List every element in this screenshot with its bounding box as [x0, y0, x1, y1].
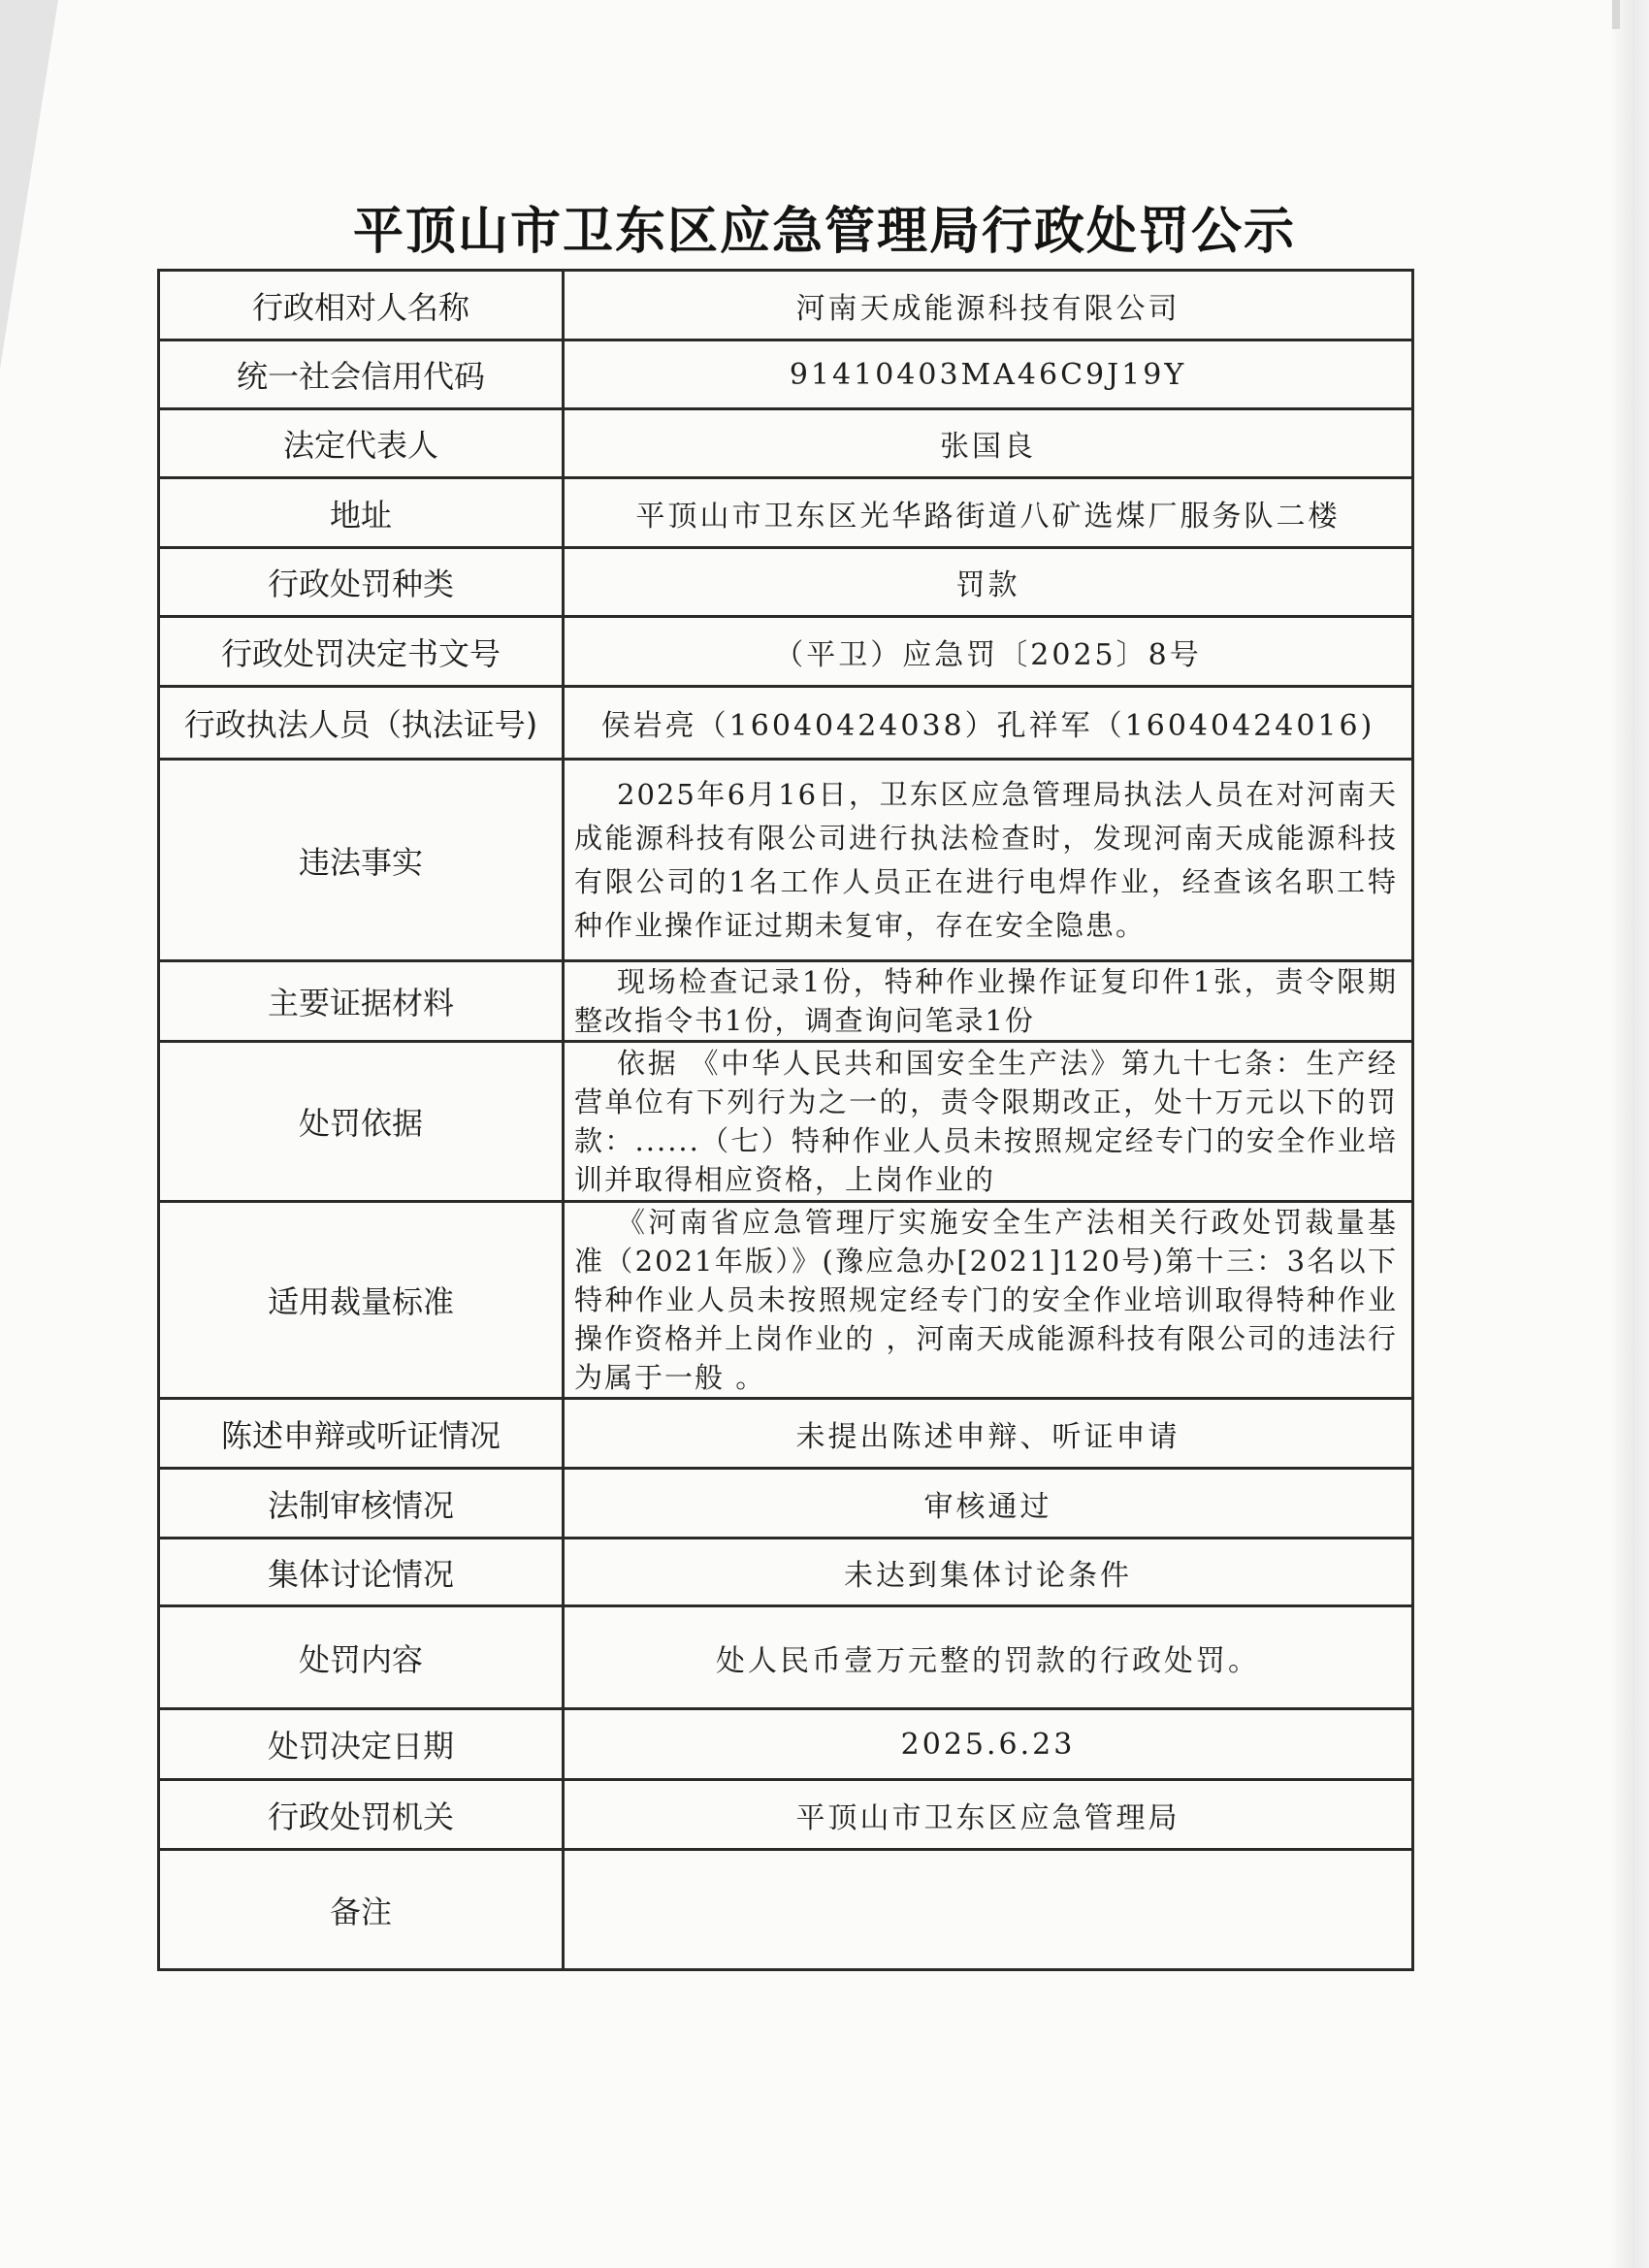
row-value: 审核通过: [564, 1469, 1413, 1539]
table-row: [159, 1042, 1413, 1202]
row-value: 依据 《中华人民共和国安全生产法》第九十七条：生产经营单位有下列行为之一的，责令限期改正，处十万元以下的罚款：......（七）特种作业人员未按照规定经专门的安全作业培训并取得相应资格，上岗作业的: [564, 1042, 1413, 1202]
table-row: [159, 1709, 1413, 1780]
scan-right-edge: [1610, 0, 1649, 2268]
table-row: [159, 1469, 1413, 1539]
table-row: [159, 961, 1413, 1042]
scan-folded-corner: [0, 0, 58, 369]
table-row: [159, 1850, 1413, 1970]
row-label: 处罚内容: [159, 1606, 564, 1709]
table-row: [159, 409, 1413, 478]
row-label: 备注: [159, 1850, 564, 1970]
row-label: 行政相对人名称: [159, 271, 564, 340]
row-value: 平顶山市卫东区光华路街道八矿选煤厂服务队二楼: [564, 478, 1413, 548]
table-row: [159, 340, 1413, 409]
row-label: 适用裁量标准: [159, 1202, 564, 1399]
table-row: [159, 1539, 1413, 1606]
row-label: 违法事实: [159, 760, 564, 961]
row-value: 《河南省应急管理厅实施安全生产法相关行政处罚裁量基准（2021年版）》(豫应急办[2021]120号)第十三：3名以下特种作业人员未按照规定经专门的安全作业培训取得特种作业操作资格并上岗作业的 ，河南天成能源科技有限公司的违法行为属于一般 。: [564, 1202, 1413, 1399]
table-row: [159, 271, 1413, 340]
table-row: [159, 617, 1413, 687]
document-title: 平顶山市卫东区应急管理局行政处罚公示: [352, 203, 1296, 261]
row-label: 处罚依据: [159, 1042, 564, 1202]
row-label: 陈述申辩或听证情况: [159, 1399, 564, 1469]
table-row: [159, 478, 1413, 548]
table-row: [159, 760, 1413, 961]
row-label: 集体讨论情况: [159, 1539, 564, 1606]
row-value: 罚款: [564, 548, 1413, 617]
table-row: [159, 1780, 1413, 1850]
row-value: [564, 1850, 1413, 1970]
row-label: 地址: [159, 478, 564, 548]
row-value: 2025.6.23: [564, 1709, 1413, 1780]
table-row: [159, 1202, 1413, 1399]
row-label: 行政执法人员（执法证号): [159, 687, 564, 760]
row-label: 行政处罚机关: [159, 1780, 564, 1850]
table-row: [159, 1399, 1413, 1469]
penalty-notice-table: [157, 269, 1414, 1971]
row-value: （平卫）应急罚〔2025〕8号: [564, 617, 1413, 687]
row-value: 侯岩亮（16040424038）孔祥军（16040424016): [564, 687, 1413, 760]
row-value: 张国良: [564, 409, 1413, 478]
row-label: 法定代表人: [159, 409, 564, 478]
row-label: 行政处罚种类: [159, 548, 564, 617]
row-value: 河南天成能源科技有限公司: [564, 271, 1413, 340]
table-row: [159, 1606, 1413, 1709]
scan-edge-mark: [1612, 0, 1620, 29]
row-label: 法制审核情况: [159, 1469, 564, 1539]
row-label: 统一社会信用代码: [159, 340, 564, 409]
row-value: 现场检查记录1份，特种作业操作证复印件1张，责令限期整改指令书1份，调查询问笔录1份: [564, 961, 1413, 1042]
row-value: 处人民币壹万元整的罚款的行政处罚。: [564, 1606, 1413, 1709]
row-value: 未提出陈述申辩、听证申请: [564, 1399, 1413, 1469]
row-value: 平顶山市卫东区应急管理局: [564, 1780, 1413, 1850]
row-label: 主要证据材料: [159, 961, 564, 1042]
row-value: 91410403MA46C9J19Y: [564, 340, 1413, 409]
row-label: 行政处罚决定书文号: [159, 617, 564, 687]
row-value: 2025年6月16日，卫东区应急管理局执法人员在对河南天成能源科技有限公司进行执法检查时，发现河南天成能源科技有限公司的1名工作人员正在进行电焊作业，经查该名职工特种作业操作证过期未复审，存在安全隐患。: [564, 760, 1413, 961]
table-row: [159, 548, 1413, 617]
row-label: 处罚决定日期: [159, 1709, 564, 1780]
row-value: 未达到集体讨论条件: [564, 1539, 1413, 1606]
table-row: [159, 687, 1413, 760]
